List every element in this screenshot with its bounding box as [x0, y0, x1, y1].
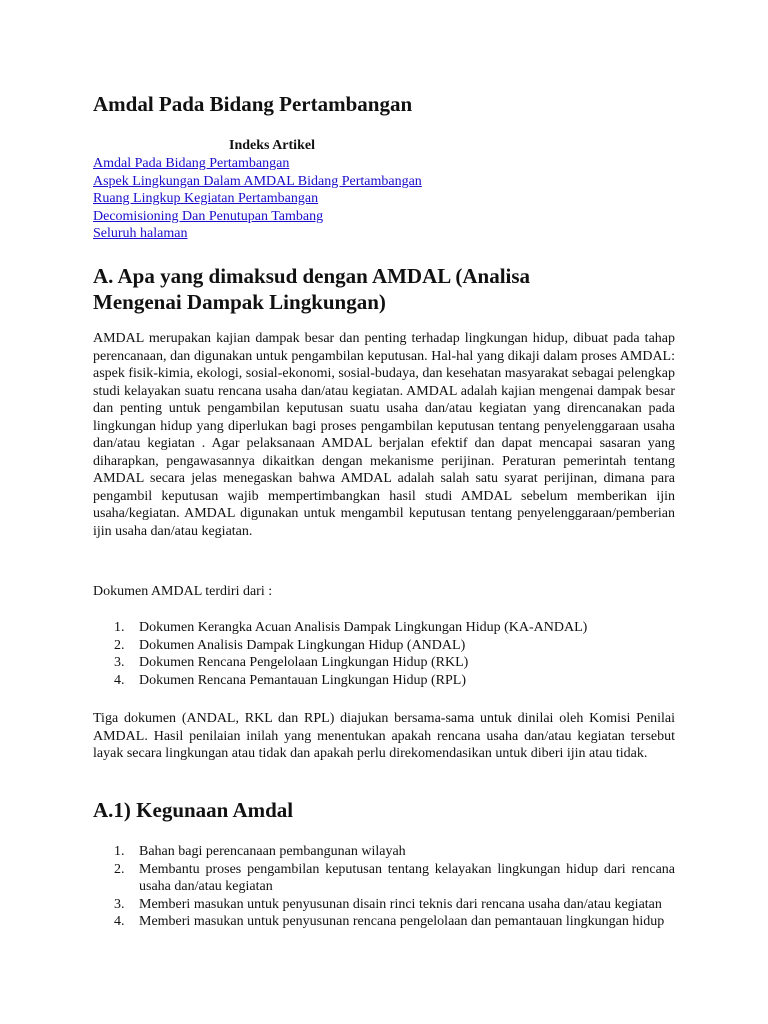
list-item [93, 843, 675, 861]
documents-note-paragraph: Tiga dokumen (ANDAL, RKL dan RPL) diajukan bersama-sama untuk dinilai oleh Komisi Penilai AMDAL. Hasil penilaian inilah yang menentukan apakah rencana usaha dan/atau kegiatan tersebut layak secara lingkungan atau tidak dan apakah perlu direkomendasikan untuk diberi ijin atau tidak. [93, 711, 675, 762]
toc-item [93, 155, 422, 173]
list-item-text: Membantu proses pengambilan keputusan tentang kelayakan lingkungan hidup dari rencana usaha dan/atau kegiatan [139, 861, 675, 895]
list-item-number: 3. [114, 896, 125, 912]
amdal-definition-paragraph: AMDAL merupakan kajian dampak besar dan penting terhadap lingkungan hidup, dibuat pada tahap perencanaan, dan digunakan untuk pengambilan keputusan. Hal-hal yang dikaji dalam proses AMDAL: aspek fisik-kimia, ekologi, sosial-ekonomi, sosial-budaya, dan kesehatan masyarakat sebagai pelengkap studi kelayakan suatu rencana usaha dan/atau kegiatan. AMDAL adalah kajian mengenai dampak besar dan penting untuk pengambilan keputusan suatu usaha dan/atau kegiatan yang direncanakan pada lingkungan hidup yang diperlukan bagi proses pengambilan keputusan tentang penyelenggaraan usaha dan/atau kegiatan . Agar pelaksanaan AMDAL berjalan efektif dan dapat mencapai sasaran yang diharapkan, pengawasannya dikaitkan dengan mekanisme perijinan. Peraturan pemerintah tentang AMDAL secara jelas menegaskan bahwa AMDAL adalah salah satu syarat perijinan, dimana para pengambil keputusan wajib mempertimbangkan hasil studi AMDAL sebelum memberikan ijin usaha/kegiatan. AMDAL digunakan untuk mengambil keputusan tentang penyelenggaraan/pemberian ijin usaha dan/atau kegiatan. [93, 331, 675, 540]
list-item-number: 3. [114, 655, 125, 671]
list-item-text: Dokumen Kerangka Acuan Analisis Dampak Lingkungan Hidup (KA-ANDAL) [139, 620, 588, 635]
section-a-heading: A. Apa yang dimaksud dengan AMDAL (Analisa Mengenai Dampak Lingkungan) [93, 264, 531, 314]
list-item-number: 1. [114, 844, 125, 859]
toc-link-aspek-lingkungan[interactable]: Aspek Lingkungan Dalam AMDAL Bidang Pertambangan [93, 173, 422, 189]
list-item [93, 672, 675, 690]
toc-link-list [93, 155, 422, 243]
documents-intro-text: Dokumen AMDAL terdiri dari : [93, 584, 273, 599]
toc-link-ruang-lingkup[interactable]: Ruang Lingkup Kegiatan Pertambangan [93, 191, 319, 207]
toc-item [93, 225, 422, 243]
list-item-text: Dokumen Rencana Pemantauan Lingkungan Hidup (RPL) [139, 672, 466, 688]
toc-heading: Indeks Artikel [229, 138, 315, 153]
amdal-documents-list [93, 619, 675, 689]
list-item [93, 619, 675, 637]
list-item-number: 1. [114, 620, 125, 635]
toc-item [93, 208, 422, 226]
list-item [93, 913, 675, 931]
list-item [93, 637, 675, 655]
list-item-text: Memberi masukan untuk penyusunan disain rinci teknis dari rencana usaha dan/atau kegiatan [139, 896, 662, 912]
toc-item [93, 173, 422, 191]
toc-link-decomisioning[interactable]: Decomisioning Dan Penutupan Tambang [93, 208, 324, 224]
list-item-number: 4. [114, 672, 125, 688]
toc-link-seluruh-halaman[interactable]: Seluruh halaman [93, 226, 188, 242]
toc-item [93, 190, 422, 208]
list-item-number: 2. [114, 637, 125, 653]
toc-link-amdal-pertambangan[interactable]: Amdal Pada Bidang Pertambangan [93, 156, 290, 171]
list-item-number: 2. [114, 861, 125, 877]
list-item [93, 654, 675, 672]
list-item [93, 861, 675, 896]
list-item-text: Dokumen Analisis Dampak Lingkungan Hidup (ANDAL) [139, 637, 466, 653]
section-a1-heading: A.1) Kegunaan Amdal [93, 798, 294, 822]
list-item-text: Dokumen Rencana Pengelolaan Lingkungan Hidup (RKL) [139, 655, 469, 671]
list-item-number: 4. [114, 914, 125, 930]
list-item [93, 896, 675, 914]
list-item-text: Memberi masukan untuk penyusunan rencana pengelolaan dan pemantauan lingkungan hidup [139, 914, 665, 930]
page-title: Amdal Pada Bidang Pertambangan [93, 92, 413, 116]
list-item-text: Bahan bagi perencanaan pembangunan wilayah [139, 844, 406, 859]
kegunaan-amdal-list [93, 843, 675, 931]
